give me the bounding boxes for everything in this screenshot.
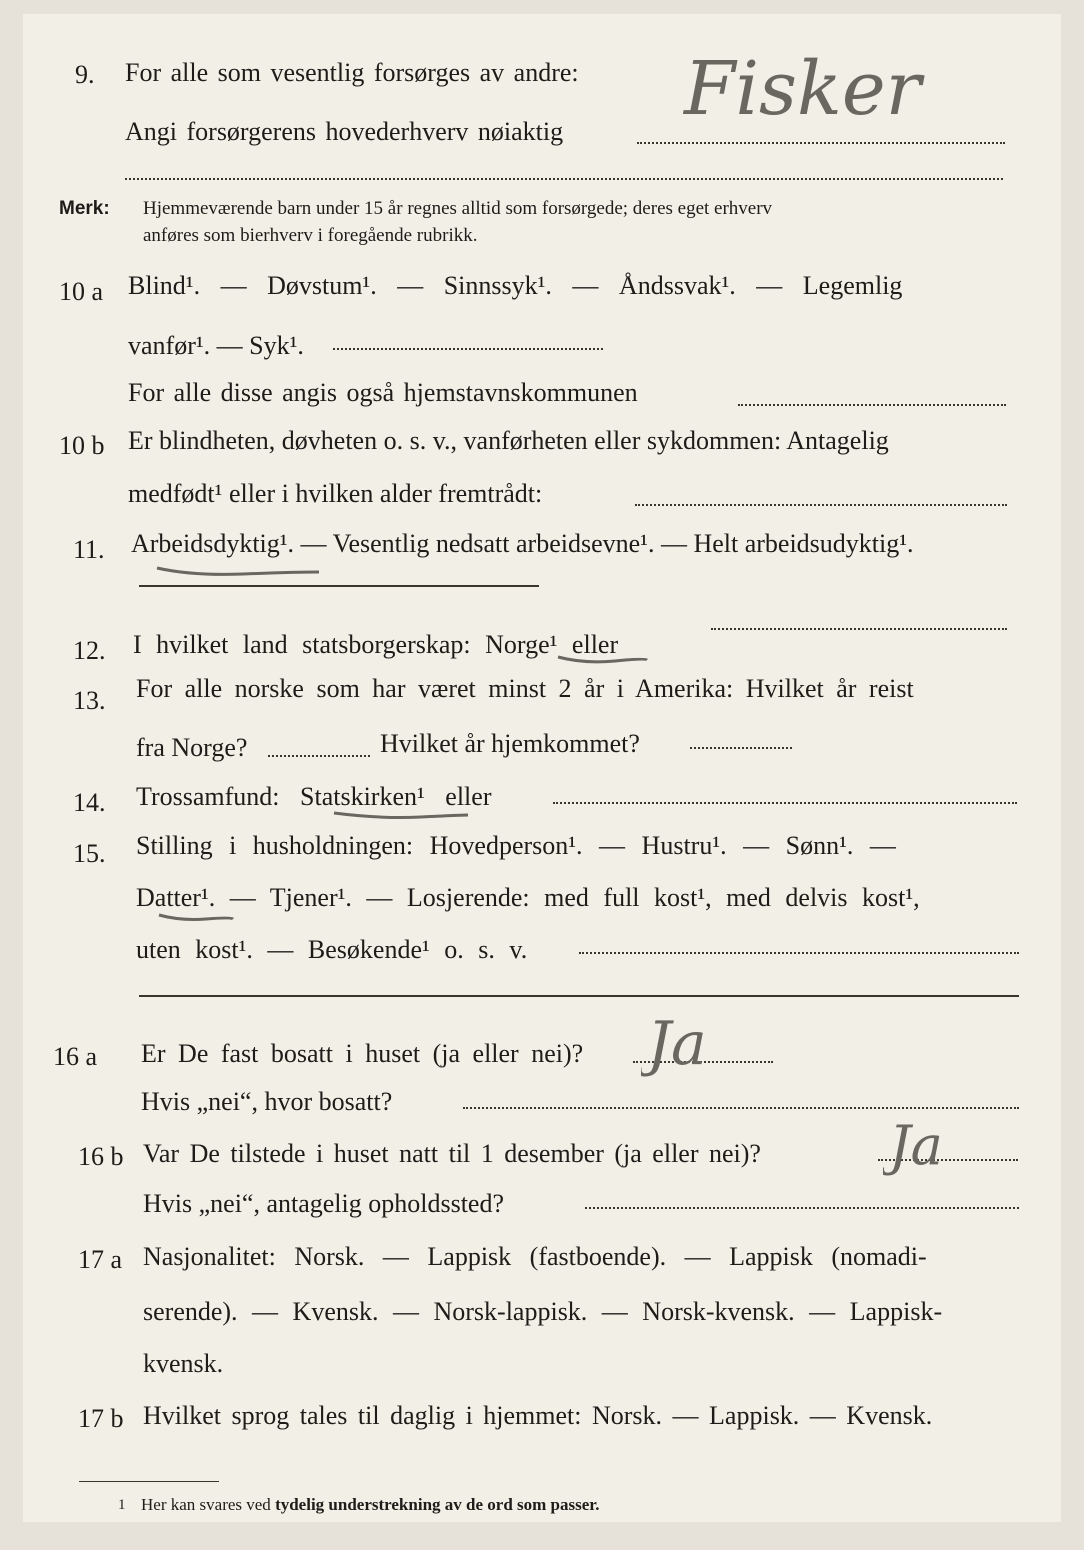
- q14-statskirken-underline: [331, 808, 471, 824]
- svg-text:Fisker: Fisker: [684, 46, 921, 132]
- q13-hjemkommet-line: [690, 747, 792, 749]
- q9-extra-line: [125, 178, 1003, 180]
- q14-line1: Trossamfund: Statskirken¹ eller: [136, 782, 492, 811]
- q17b-number: 17 b: [78, 1404, 124, 1433]
- note-label: Merk:: [59, 198, 110, 219]
- q13-reist-line: [268, 755, 370, 757]
- q10b-answer-line: [635, 504, 1007, 506]
- q17a-line1: Nasjonalitet: Norsk. — Lappisk (fastboende). — Lappisk (nomadi-: [143, 1242, 927, 1271]
- footnote-rule: [79, 1481, 219, 1482]
- q13-line2a: fra Norge?: [136, 733, 248, 762]
- note-line1: Hjemmeværende barn under 15 år regnes alltid som forsørgede; deres eget erhverv: [143, 198, 773, 219]
- q13-line2b: Hvilket år hjemkommet?: [380, 729, 640, 758]
- q14-answer-line: [553, 802, 1017, 804]
- q9-handwritten-answer: [678, 24, 1008, 134]
- q16a-line2: Hvis „nei“, hvor bosatt?: [141, 1087, 393, 1116]
- q11-number: 11.: [73, 535, 105, 564]
- footnote-text-bold: tydelig understrekning av de ord som passer.: [275, 1495, 600, 1514]
- q16b-line2: Hvis „nei“, antagelig opholdssted?: [143, 1189, 505, 1218]
- q10a-line2: vanfør¹. — Syk¹.: [128, 331, 304, 360]
- q16b-number: 16 b: [78, 1142, 124, 1171]
- q16a-line1: Er De fast bosatt i huset (ja eller nei)?: [141, 1039, 584, 1068]
- q15-line3: uten kost¹. — Besøkende¹ o. s. v.: [136, 935, 528, 964]
- q14-number: 14.: [73, 788, 106, 817]
- q16a-bosatt-line: [463, 1107, 1019, 1109]
- q15-line1: Stilling i husholdningen: Hovedperson¹. — Hustru¹. — Sønn¹. —: [136, 831, 896, 860]
- q12-norge-underline: [555, 652, 650, 668]
- q12-line1: I hvilket land statsborgerskap: Norge¹ eller: [133, 630, 619, 659]
- q10a-line3: For alle disse angis også hjemstavnskommunen: [128, 378, 638, 407]
- q15-answer-rule: [139, 995, 1019, 997]
- svg-text:Ja: Ja: [889, 1114, 943, 1177]
- q17a-line2: serende). — Kvensk. — Norsk-lappisk. — Norsk-kvensk. — Lappisk-: [143, 1297, 943, 1326]
- q13-line1: For alle norske som har været minst 2 år i Amerika: Hvilket år reist: [136, 674, 914, 703]
- q9-line1: For alle som vesentlig forsørges av andre:: [125, 58, 579, 87]
- q9-number: 9.: [75, 60, 95, 89]
- footnote-text-plain: Her kan svares ved: [141, 1495, 271, 1514]
- q10a-answer-line: [333, 348, 603, 350]
- q11-arbeidsdyktig-underline: [153, 562, 323, 582]
- census-form-page: [23, 14, 1061, 1522]
- q11-line1: Arbeidsdyktig¹. — Vesentlig nedsatt arbeidsevne¹. — Helt arbeidsudyktig¹.: [131, 529, 914, 558]
- q17a-number: 17 a: [78, 1245, 123, 1274]
- q16b-handwritten-answer: [883, 1112, 1023, 1192]
- q10b-number: 10 b: [59, 431, 105, 460]
- q16b-opholdssted-line: [585, 1207, 1019, 1209]
- q15-number: 15.: [73, 839, 106, 868]
- q15-datter-underline: [156, 910, 236, 926]
- q11-answer-rule: [139, 585, 539, 587]
- q16a-number: 16 a: [53, 1042, 98, 1071]
- q16a-handwritten-answer: [641, 1004, 781, 1094]
- q10a-number: 10 a: [59, 277, 104, 306]
- q9-line2: Angi forsørgerens hovederhverv nøiaktig: [125, 117, 564, 146]
- q9-answer-line: [637, 142, 1005, 144]
- q10a-line1: Blind¹. — Døvstum¹. — Sinnssyk¹. — Åndssvak¹. — Legemlig: [128, 271, 903, 300]
- q17a-line3: kvensk.: [143, 1349, 224, 1378]
- q16b-line1: Var De tilstede i huset natt til 1 desember (ja eller nei)?: [143, 1139, 761, 1168]
- q10a-kommune-line: [738, 404, 1006, 406]
- q12-number: 12.: [73, 636, 106, 665]
- q10b-line1: Er blindheten, døvheten o. s. v., vanførheten eller sykdommen: Antagelig: [128, 426, 889, 455]
- q13-number: 13.: [73, 686, 106, 715]
- q12-answer-line: [711, 628, 1007, 630]
- q17b-line1: Hvilket sprog tales til daglig i hjemmet: Norsk. — Lappisk. — Kvensk.: [143, 1401, 933, 1430]
- q15-answer-line: [579, 952, 1019, 954]
- footnote-text: [141, 1492, 600, 1518]
- svg-text:Ja: Ja: [647, 1009, 707, 1079]
- note-line2: anføres som bierhverv i foregående rubrikk.: [143, 225, 478, 246]
- q10b-line2: medfødt¹ eller i hvilken alder fremtrådt:: [128, 479, 543, 508]
- q15-line2: Datter¹. — Tjener¹. — Losjerende: med full kost¹, med delvis kost¹,: [136, 883, 920, 912]
- footnote-marker: 1: [118, 1497, 126, 1513]
